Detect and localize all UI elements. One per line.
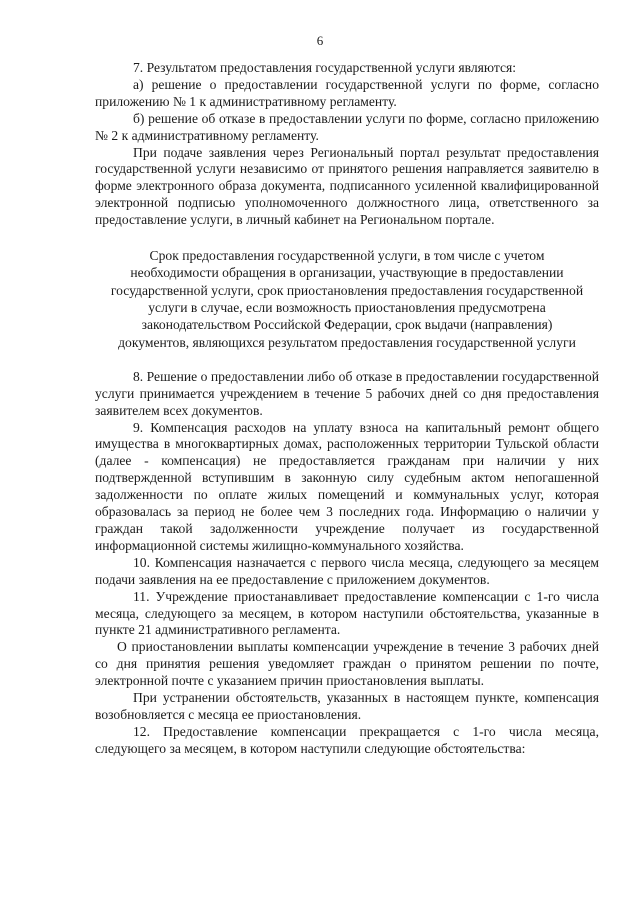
section-heading: Срок предоставления государственной услуги, в том числе с учетом необходимости обращения в организации, участвующие в предоставлении государственной услуги, срок приостановления предоставления государственной услуги в случае, если возможность приостановления предусмотрена законодательством Российской Федерации, срок выдачи (направления) документов, являющихся результатом предоставления государственной услуги: [110, 248, 584, 350]
paragraph-resumption: При устранении обстоятельств, указанных в настоящем пункте, компенсация возобновляется с месяца ее приостановления.: [95, 690, 599, 722]
paragraph-7a: а) решение о предоставлении государственной услуги по форме, согласно приложению № 1 к административному регламенту.: [95, 76, 599, 109]
paragraph-12: 12. Предоставление компенсации прекращается с 1-го числа месяца, следующего за месяцем, в котором наступили следующие обстоятельства:: [95, 723, 599, 756]
document-page: [95, 0, 599, 758]
page-number: 6: [316, 33, 324, 48]
paragraph-9: 9. Компенсация расходов на уплату взноса на капитальный ремонт общего имущества в многоквартирных домах, расположенных территории Тульской области (далее - компенсация) не предоставляется гражданам при наличии у них подтвержденной вступившим в законную силу судебным актом непогашенной задолженности по оплате жилых помещений и коммунальных услуг, которая образовалась за период не более чем 3 последних года. Информацию о наличии у граждан такой задолженности учреждение получает из государственной информационной системы жилищно-коммунального хозяйства.: [95, 419, 599, 553]
paragraph-7: 7. Результатом предоставления государственной услуги являются:: [133, 60, 517, 75]
paragraph-suspension-notice: О приостановлении выплаты компенсации учреждение в течение 3 рабочих дней со дня принятия решения уведомляет граждан о принятом решении по почте, электронной почте с указанием причин приостановления выплаты.: [95, 639, 599, 689]
paragraph-8: 8. Решение о предоставлении либо об отказе в предоставлении государственной услуги принимается учреждением в течение 5 рабочих дней со дня предоставления заявителем всех документов.: [95, 368, 599, 418]
paragraph-11: 11. Учреждение приостанавливает предоставление компенсации с 1-го числа месяца, следующего за месяцем, в котором наступили обстоятельства, указанные в пункте 21 административного регламента.: [95, 588, 599, 638]
paragraph-10: 10. Компенсация назначается с первого числа месяца, следующего за месяцем подачи заявления на ее предоставление с приложением документов.: [95, 554, 599, 587]
paragraph-7b: б) решение об отказе в предоставлении услуги по форме, согласно приложению № 2 к административному регламенту.: [95, 110, 599, 143]
paragraph-portal-result: При подаче заявления через Региональный портал результат предоставления государственной услуги независимо от принятого решения направляется заявителю в форме электронного образа документа, подписанного усиленной квалифицированной электронной подписью уполномоченного должностного лица, ответственного за предоставление услуги, в личный кабинет на Региональном портале.: [95, 144, 599, 228]
